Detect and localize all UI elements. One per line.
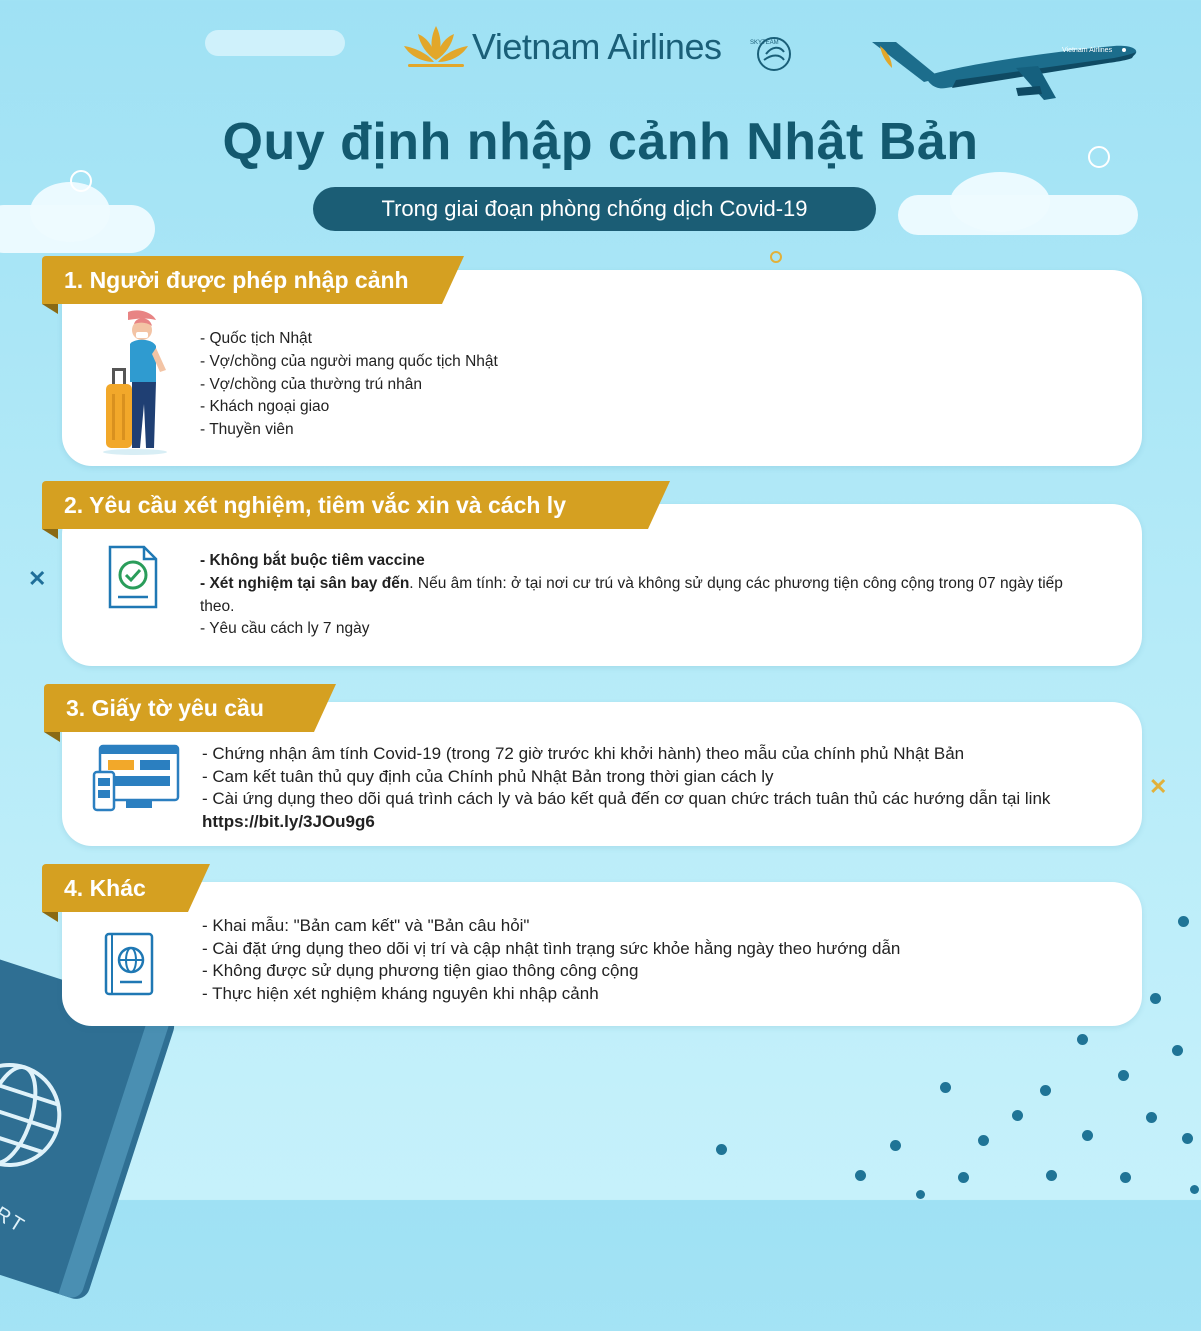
section-1-list — [200, 328, 498, 442]
list-item: - Yêu cầu cách ly 7 ngày — [200, 620, 370, 638]
list-item — [200, 573, 1100, 619]
dot-decoration — [1012, 1110, 1023, 1121]
section-heading-3-text: 3. Giấy tờ yêu cầu — [66, 694, 264, 721]
list-item: - Vợ/chồng của người mang quốc tịch Nhật — [200, 352, 498, 370]
dot-decoration — [978, 1135, 989, 1146]
page-title: Quy định nhập cảnh Nhật Bản — [222, 113, 979, 171]
vietnam-airlines-logo — [400, 20, 810, 82]
traveler-with-suitcase-icon — [100, 308, 170, 456]
section-2-list — [200, 550, 1100, 641]
list-item — [202, 788, 1112, 833]
dot-decoration — [1182, 1133, 1193, 1144]
cross-decoration: ✕ — [28, 566, 47, 591]
dot-decoration — [1118, 1070, 1129, 1081]
lotus-icon — [400, 20, 472, 70]
dot-decoration — [958, 1172, 969, 1183]
list-item-text: - Cài ứng dụng theo dõi quá trình cách ly và báo kết quả đến cơ quan chức trách tuân thủ các hướng dẫn tại link — [202, 789, 1051, 809]
dot-decoration — [716, 1144, 727, 1155]
section-heading-2-text: 2. Yêu cầu xét nghiệm, tiêm vắc xin và cách ly — [64, 491, 566, 518]
dot-decoration — [890, 1140, 901, 1151]
section-3-list — [202, 743, 1112, 833]
list-item: - Không được sử dụng phương tiện giao thông công cộng — [202, 961, 639, 981]
tab-fold — [44, 732, 60, 742]
section-heading-4 — [42, 864, 188, 912]
tab-fold — [42, 912, 58, 922]
passport-globe-icon — [102, 930, 156, 998]
list-item: - Khách ngoại giao — [200, 398, 330, 416]
dot-decoration — [1150, 993, 1161, 1004]
cross-decoration: ✕ — [1149, 774, 1168, 799]
list-item: - Thực hiện xét nghiệm kháng nguyên khi nhập cảnh — [202, 983, 599, 1003]
list-item: - Thuyền viên — [200, 421, 294, 439]
section-heading-3 — [44, 684, 314, 732]
dot-decoration — [1120, 1172, 1131, 1183]
list-item-text: . Nếu âm tính: ở tại nơi cư trú và không sử dụng các phương tiện công cộng trong 07 ngày tiếp theo. — [200, 574, 1063, 615]
list-item: - Cam kết tuân thủ quy định của Chính phủ Nhật Bản trong thời gian cách ly — [202, 766, 774, 786]
plane-livery-label: Vietnam Airlines — [1062, 47, 1113, 54]
registration-link[interactable]: https://bit.ly/3JOu9g6 — [202, 811, 375, 831]
dot-decoration — [1040, 1085, 1051, 1096]
list-item-bold: - Xét nghiệm tại sân bay đến — [200, 574, 410, 592]
list-item: - Quốc tịch Nhật — [200, 330, 312, 347]
skyteam-label: SKYTEAM — [750, 40, 779, 46]
tab-fold — [42, 304, 58, 314]
dot-decoration — [1077, 1034, 1088, 1045]
cloud-right-puff — [950, 172, 1050, 232]
ring-decoration — [70, 170, 92, 192]
section-heading-4-text: 4. Khác — [64, 874, 146, 901]
list-item — [200, 550, 1100, 573]
dot-decoration — [1190, 1185, 1199, 1194]
checked-document-icon — [106, 545, 160, 611]
dot-decoration — [1082, 1130, 1093, 1141]
dot-decoration — [1146, 1112, 1157, 1123]
airplane-icon — [866, 36, 1142, 102]
skyteam-icon — [748, 32, 796, 76]
ring-decoration — [770, 251, 782, 263]
list-item: - Chứng nhận âm tính Covid-19 (trong 72 giờ trước khi khởi hành) theo mẫu của chính phủ Nhật Bản — [202, 744, 965, 763]
subtitle-badge: Trong giai đoạn phòng chống dịch Covid-19 — [313, 187, 876, 231]
tab-fold — [42, 529, 58, 539]
list-item: - Cài đặt ứng dụng theo dõi vị trí và cập nhật tình trạng sức khỏe hằng ngày theo hướng dẫn — [202, 938, 901, 958]
dot-decoration — [940, 1082, 951, 1093]
dot-decoration — [1172, 1045, 1183, 1056]
section-heading-1 — [42, 256, 442, 304]
list-item: - Vợ/chồng của thường trú nhân — [200, 375, 423, 393]
dot-decoration — [855, 1170, 866, 1181]
list-item: - Khai mẫu: "Bản cam kết" và "Bản câu hỏi" — [202, 916, 530, 935]
section-heading-2 — [42, 481, 648, 529]
devices-icon — [92, 744, 180, 814]
cloud-left-puff — [30, 182, 110, 242]
list-item-bold: - Không bắt buộc tiêm vaccine — [200, 552, 425, 569]
dot-decoration — [1178, 916, 1189, 927]
cloud-top-left — [205, 30, 345, 56]
section-heading-1-text: 1. Người được phép nhập cảnh — [64, 266, 409, 293]
dot-decoration — [916, 1190, 925, 1199]
brand-name: Vietnam Airlines — [472, 26, 722, 67]
section-4-list — [202, 915, 900, 1005]
dot-decoration — [1046, 1170, 1057, 1181]
